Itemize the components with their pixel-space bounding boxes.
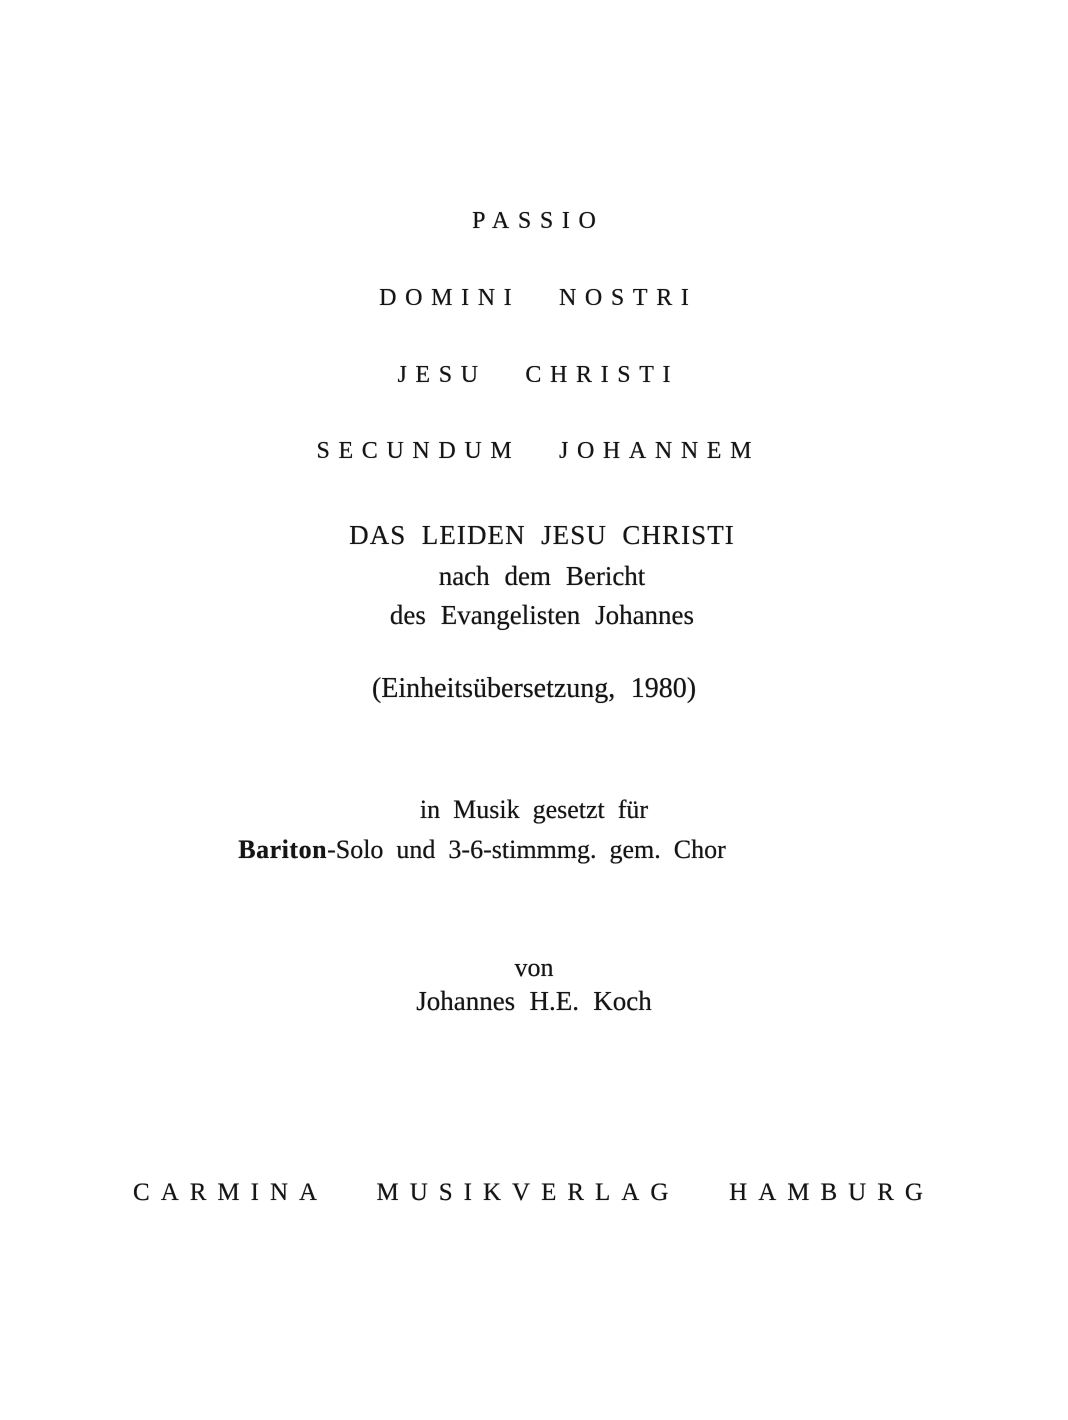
german-title-line-1: DAS LEIDEN JESU CHRISTI — [349, 520, 735, 550]
latin-title-line-4: SECUNDUM JOHANNEM — [316, 438, 761, 464]
scoring-line-1: in Musik gesetzt für — [419, 795, 649, 824]
latin-title-line-1: PASSIO — [472, 208, 605, 234]
german-title-line-2: nach dem Bericht — [438, 561, 646, 591]
publisher-imprint: CARMINA MUSIKVERLAG HAMBURG — [133, 1179, 934, 1206]
german-title-line-3: des Evangelisten Johannes — [389, 600, 695, 630]
scoring-voice-rest: -Solo und 3-6-stimmmg. gem. Chor — [327, 835, 726, 864]
by-label: von — [514, 953, 554, 982]
latin-title-line-3: JESU CHRISTI — [397, 362, 680, 388]
latin-title-line-2: DOMINI NOSTRI — [379, 285, 698, 311]
scoring-line-2 — [0, 837, 1016, 863]
composer-name: Johannes H.E. Koch — [416, 986, 652, 1016]
scoring-voice-bold: Bariton — [238, 835, 328, 864]
translation-note: (Einheitsübersetzung, 1980) — [371, 673, 697, 704]
